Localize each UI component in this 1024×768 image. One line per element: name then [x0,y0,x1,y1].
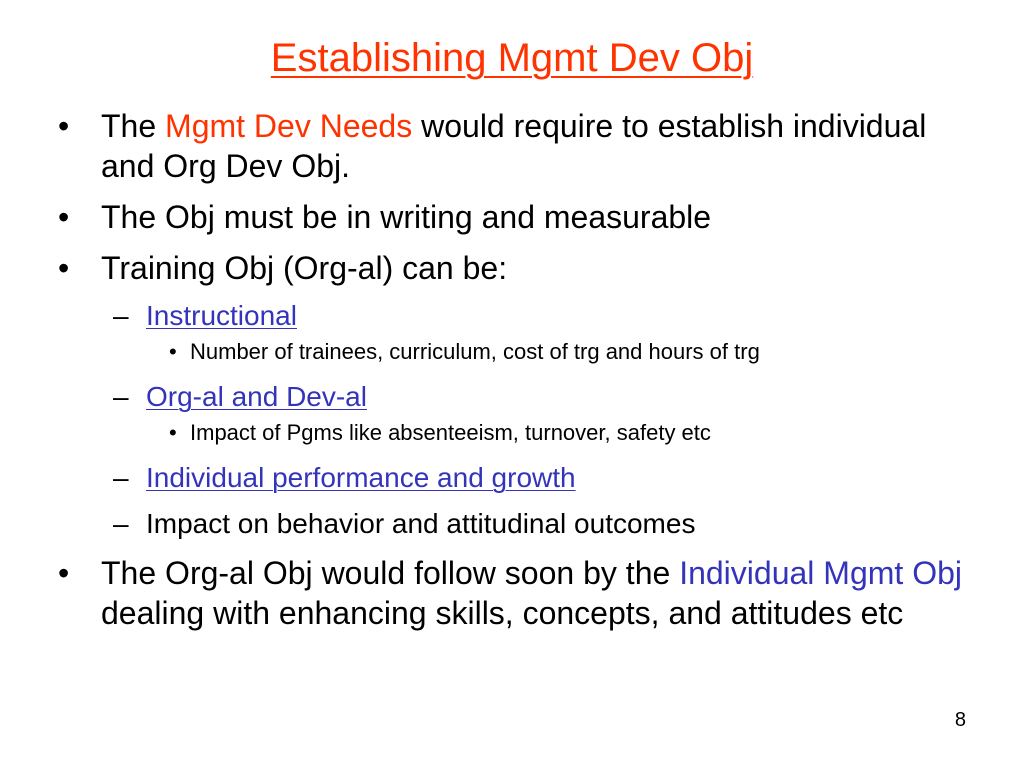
bullet-text: The Obj must be in writing and measurable [101,199,712,235]
slide-title: Establishing Mgmt Dev Obj [270,36,754,80]
highlight-mgmt-dev-needs: Mgmt Dev Needs [165,108,413,144]
bullet-icon: • [58,108,70,144]
page-number: 8 [954,709,966,731]
link-individual-performance[interactable]: Individual performance and growth [146,462,576,493]
dash-icon: – [113,381,129,412]
bullet-icon: • [169,420,177,445]
bullet-training-obj [56,248,962,288]
sub-item-individual-performance [56,461,962,495]
dash-icon: – [113,508,129,539]
bullet-obj-writing [56,197,962,237]
bullet-icon: • [58,199,70,235]
dash-icon: – [113,462,129,493]
sub-item-instructional [56,299,962,333]
detail-text: Number of trainees, curriculum, cost of trg and hours of trg [190,339,760,364]
highlight-individual-mgmt-obj: Individual Mgmt Obj [679,555,962,591]
link-org-dev[interactable]: Org-al and Dev-al [146,381,367,412]
bullet-text-post: dealing with enhancing skills, concepts, and attitudes etc [101,595,904,631]
bullet-text-post: would require to establish individual and Org Dev Obj. [101,108,927,184]
detail-instructional [56,339,962,365]
sub-item-impact-behavior [56,507,962,541]
bullet-text: Training Obj (Org-al) can be: [101,250,508,286]
slide-content [56,106,962,644]
bullet-mgmt-dev-needs [56,106,962,186]
bullet-icon: • [169,339,177,364]
bullet-org-al-obj [56,553,962,633]
bullet-text-pre: The [101,108,166,144]
bullet-icon: • [58,250,70,286]
detail-text: Impact of Pgms like absenteeism, turnover, safety etc [190,420,711,445]
sub-item-text: Impact on behavior and attitudinal outcomes [146,508,696,539]
detail-org-dev [56,420,962,446]
sub-item-org-dev [56,380,962,414]
link-instructional[interactable]: Instructional [146,300,297,331]
dash-icon: – [113,300,129,331]
bullet-text-pre: The Org-al Obj would follow soon by the [101,555,680,591]
bullet-icon: • [58,555,70,591]
